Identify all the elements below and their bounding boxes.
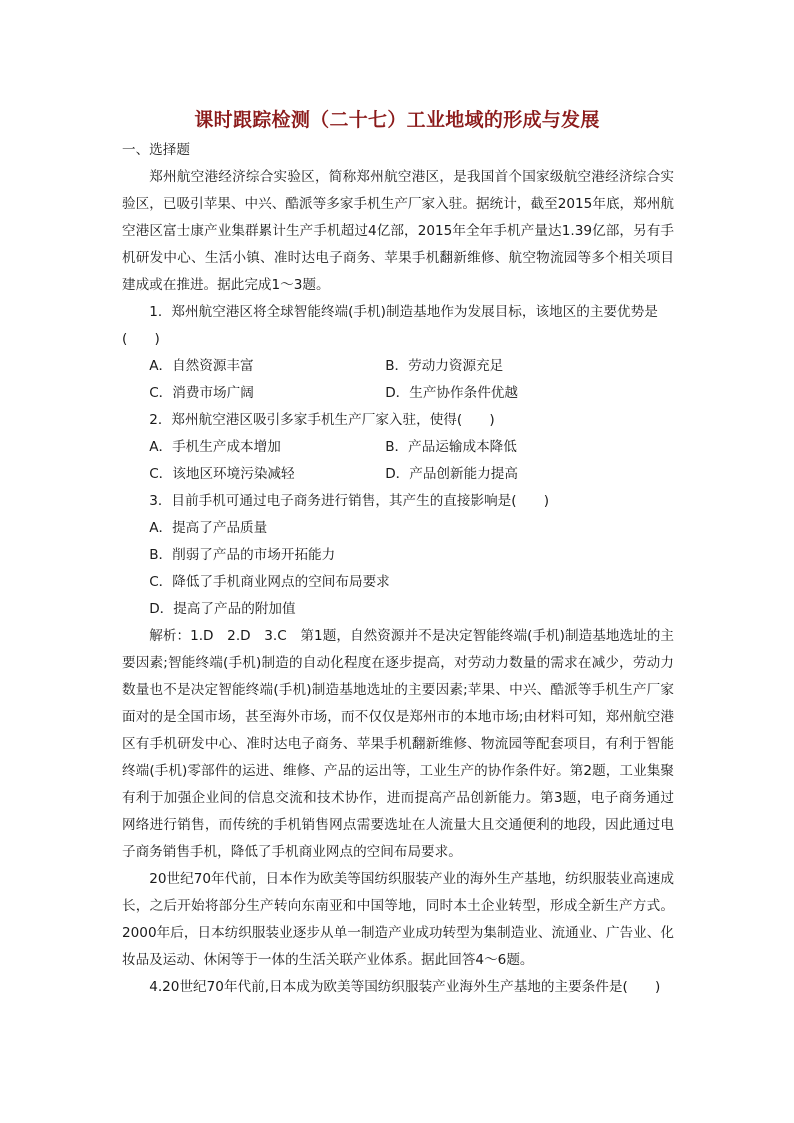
question-3-option-c[interactable]: C．降低了手机商业网点的空间布局要求 (149, 574, 390, 590)
question-2-options-row-2 (122, 461, 674, 488)
question-4-stem: 4.20世纪70年代前,日本成为欧美等国纺织服装产业海外生产基地的主要条件是( ) (149, 979, 661, 995)
question-2-stem: 2．郑州航空港区吸引多家手机生产厂家入驻，使得( ) (149, 412, 495, 428)
question-1-options-row-2 (122, 380, 674, 407)
question-2-option-c[interactable]: C．该地区环境污染减轻 (149, 466, 295, 482)
question-1-option-b[interactable]: B．劳动力资源充足 (385, 358, 504, 374)
question-1-options-row-1 (122, 353, 674, 380)
question-1-option-d[interactable]: D．生产协作条件优越 (385, 385, 518, 401)
question-2-option-b[interactable]: B．产品运输成本降低 (385, 439, 517, 455)
analysis-text: 解析：1.D 2.D 3.C 第1题，自然资源并不是决定智能终端(手机)制造基地选址的主要因素;智能终端(手机)制造的自动化程度在逐步提高，对劳动力数量的需求在减少，劳动力数量也不是决定智能终端(手机)制造基地选址的主要因素;苹果、中兴、酷派等手机生产厂家面对的是全国市场，甚至海外市场，而不仅仅是郑州市的本地市场;由材料可知，郑州航空港区有手机研发中心、准时达电子商务、苹果手机翻新维修、物流园等配套项目，有利于智能终端(手机)零部件的运进、维修、产品的运出等，工业生产的协作条件好。第2题，工业集聚有利于加强企业间的信息交流和技术协作，进而提高产品创新能力。第3题，电子商务通过网络进行销售，而传统的手机销售网点需要选址在人流量大且交通便利的地段，因此通过电子商务销售手机，降低了手机商业网点的空间布局要求。 (122, 628, 674, 860)
question-1-option-c[interactable]: C．消费市场广阔 (149, 385, 254, 401)
document-body (122, 137, 674, 1001)
question-1-option-a[interactable]: A．自然资源丰富 (149, 358, 254, 374)
question-2-options-row-1 (122, 434, 674, 461)
question-2-option-a[interactable]: A．手机生产成本增加 (149, 439, 281, 455)
question-2-option-d[interactable]: D．产品创新能力提高 (385, 466, 518, 482)
page-title: 课时跟踪检测（二十七）工业地域的形成与发展 (194, 109, 600, 131)
passage-2: 20世纪70年代前，日本作为欧美等国纺织服装产业的海外生产基地，纺织服装业高速成长，之后开始将部分生产转向东南亚和中国等地，同时本土企业转型，形成全新生产方式。2000年后，日本纺织服装业逐步从单一制造产业成功转型为集制造业、流通业、广告业、化妆品及运动、休闲等于一体的生活关联产业体系。据此回答4～6题。 (122, 871, 674, 968)
question-3-option-d[interactable]: D．提高了产品的附加值 (149, 601, 296, 617)
section-heading: 一、选择题 (122, 142, 190, 158)
question-3-option-a[interactable]: A．提高了产品质量 (149, 520, 268, 536)
passage-1: 郑州航空港经济综合实验区，简称郑州航空港区，是我国首个国家级航空港经济综合实验区，已吸引苹果、中兴、酷派等多家手机生产厂家入驻。据统计，截至2015年底，郑州航空港区富士康产业集群累计生产手机超过4亿部，2015年全年手机产量达1.39亿部，另有手机研发中心、生活小镇、准时达电子商务、苹果手机翻新维修、航空物流园等多个相关项目建成或在推进。据此完成1～3题。 (122, 169, 674, 293)
question-3-option-b[interactable]: B．削弱了产品的市场开拓能力 (149, 547, 336, 563)
question-1-stem: 1．郑州航空港区将全球智能终端(手机)制造基地作为发展目标，该地区的主要优势是( ) (122, 304, 658, 347)
question-3-stem: 3．目前手机可通过电子商务进行销售，其产生的直接影响是( ) (149, 493, 550, 509)
